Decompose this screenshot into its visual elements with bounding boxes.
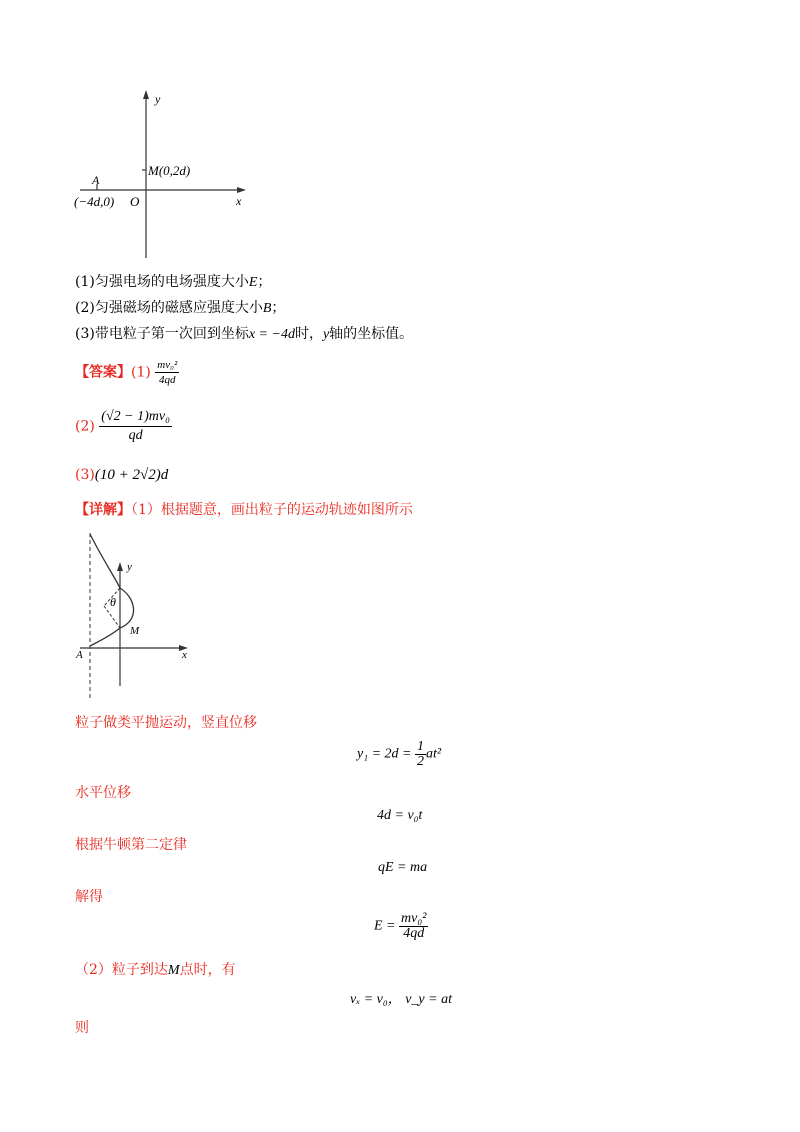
equation-1 — [357, 740, 441, 769]
question-3-text: (3)带电粒子第一次回到坐标 — [75, 326, 249, 342]
equation-4-numerator: mv₀² — [401, 911, 427, 926]
step3-text: 根据牛顿第二定律 — [75, 837, 187, 853]
radius-line-bottom — [104, 606, 120, 628]
x-axis-arrow — [237, 187, 246, 193]
explain-intro — [75, 500, 413, 520]
origin-label: O — [130, 194, 140, 209]
answer-2-denominator: qd — [128, 428, 143, 443]
question-3-symbol2: y — [322, 327, 330, 342]
y-axis-arrow — [117, 562, 123, 571]
answer-1 — [75, 358, 179, 387]
answer-1-prefix: (1) — [131, 364, 151, 381]
answer-2-prefix: (2) — [75, 418, 95, 435]
explain-intro-text: （1）根据题意，画出粒子的运动轨迹如图所示 — [131, 502, 413, 518]
step5-prefix: （2）粒子到达 — [75, 962, 168, 978]
question-1-text: (1)匀强电场的电场强度大小 — [75, 274, 249, 290]
equation-1-rhs: at² — [425, 746, 442, 762]
step4-text: 解得 — [75, 889, 103, 905]
step5-symbol: M — [167, 963, 180, 978]
equation-1-denominator: 2 — [416, 754, 424, 769]
question-1 — [75, 272, 271, 293]
equation-4 — [374, 912, 428, 941]
y-axis-arrow — [143, 90, 149, 99]
answer-2 — [75, 408, 172, 445]
point-a-coords: (−4d,0) — [74, 194, 115, 209]
step5-text — [75, 960, 236, 981]
x-axis-label: x — [236, 194, 242, 208]
x-axis-label: x — [182, 649, 187, 661]
question-2-symbol: B — [262, 301, 272, 316]
y-axis-label: y — [127, 561, 132, 573]
step2-text: 水平位移 — [75, 785, 131, 801]
trajectory-figure — [70, 528, 200, 703]
question-2 — [75, 298, 285, 319]
question-3-suffix: 轴的坐标值。 — [329, 326, 414, 342]
point-m-label: M(0,2d) — [148, 163, 191, 178]
question-3-mid: 时， — [294, 326, 323, 342]
equation-5: vₓ = v₀， v_y = at — [350, 992, 452, 1007]
theta-label: θ — [110, 595, 116, 609]
y-axis-label: y — [155, 92, 161, 106]
answer-2-numerator: (√2 − 1)mv₀ — [99, 408, 172, 427]
point-m-label: M — [130, 625, 140, 637]
point-a-label: A — [76, 649, 83, 661]
equation-2: 4d = v₀t — [377, 808, 423, 823]
question-2-suffix: ； — [271, 300, 286, 316]
answer-2-fraction — [99, 408, 172, 445]
answer-1-numerator: mv₀² — [157, 359, 178, 371]
question-1-symbol: E — [248, 275, 258, 290]
answer-1-fraction — [155, 358, 179, 387]
equation-4-lhs: E = — [374, 918, 396, 934]
point-a-label: A — [92, 173, 100, 187]
equation-4-denominator: 4qd — [403, 926, 425, 941]
question-2-text: (2)匀强磁场的磁感应强度大小 — [75, 300, 263, 316]
step1-text: 粒子做类平抛运动，竖直位移 — [75, 715, 257, 731]
answer-label: 【答案】 — [75, 364, 131, 381]
equation-3: qE = ma — [378, 860, 428, 875]
question-3 — [75, 324, 413, 345]
step6-text: 则 — [75, 1020, 89, 1036]
answer-3-prefix: (3) — [75, 467, 95, 483]
question-3-symbol: x = −4d — [248, 327, 295, 342]
trajectory-curve — [90, 534, 134, 646]
answer-3 — [75, 465, 168, 485]
answer-1-denominator: 4qd — [159, 374, 176, 386]
equation-1-numerator: 1 — [416, 739, 424, 754]
step5-suffix: 点时，有 — [179, 962, 236, 978]
equation-1-fraction — [415, 740, 426, 769]
question-1-suffix: ； — [257, 274, 272, 290]
answer-3-expression: (10 + 2√2)d — [94, 467, 169, 483]
explain-label: 【详解】 — [75, 502, 131, 518]
equation-1-lhs: y₁ = 2d = — [357, 746, 412, 762]
coordinate-figure — [70, 88, 260, 263]
equation-4-fraction — [399, 912, 428, 941]
